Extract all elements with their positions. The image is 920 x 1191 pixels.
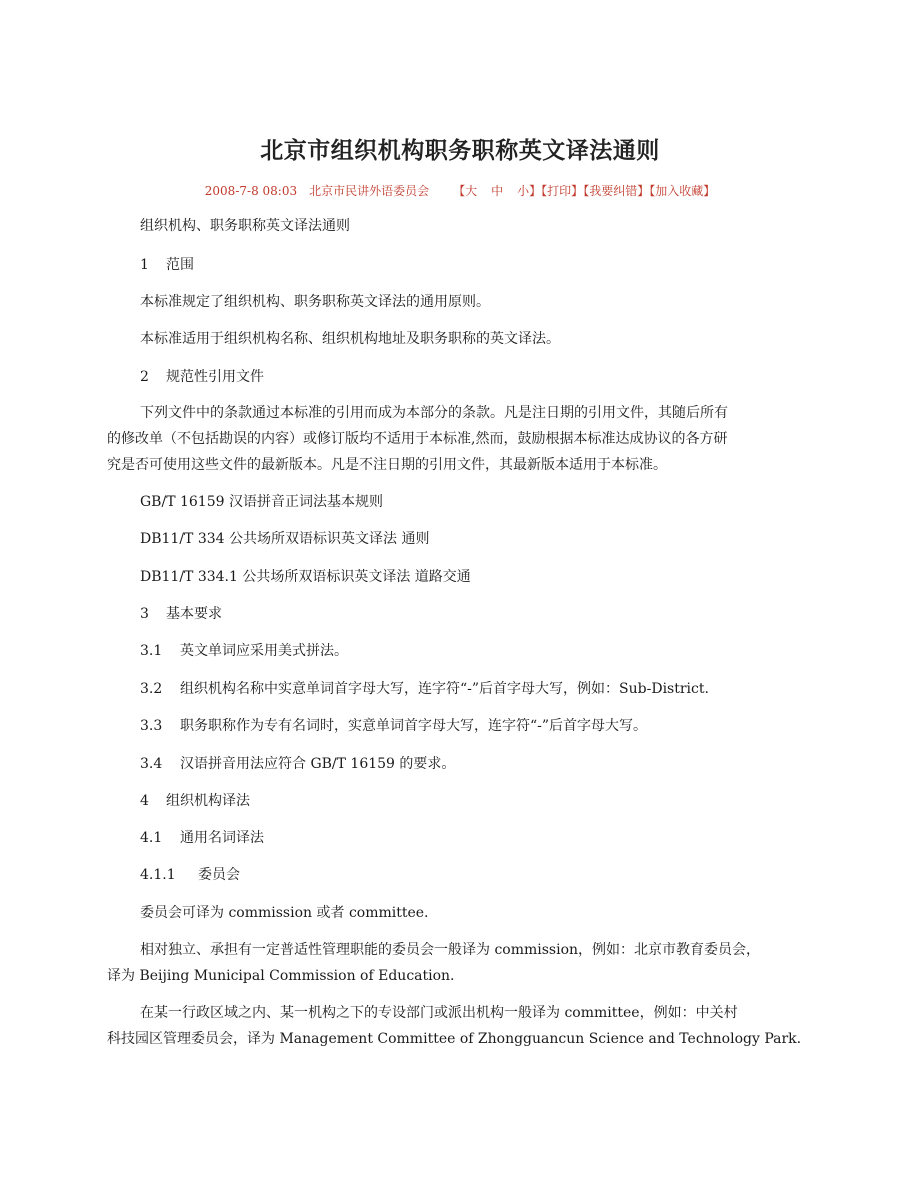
- section-title: 基本要求: [166, 606, 222, 622]
- item-number: 3.4: [140, 756, 163, 772]
- section-title: 通用名词译法: [180, 830, 264, 846]
- item-text: 汉语拼音用法应符合 GB/T 16159 的要求。: [180, 756, 456, 772]
- font-size-large-link[interactable]: 【大: [453, 184, 478, 198]
- font-size-small-link[interactable]: 小】: [517, 184, 542, 198]
- report-error-link[interactable]: 【我要纠错】: [583, 184, 650, 198]
- section-number: 4.1: [140, 830, 163, 846]
- item-text: 英文单词应采用美式拼法。: [180, 643, 348, 659]
- paragraph-line: 的修改单（不包括勘误的内容）或修订版均不适用于本标准,然而，鼓励根据本标准达成协议的各方研: [107, 431, 728, 447]
- item-text: 职务职称作为专有名词时，实意单词首字母大写，连字符“-”后首字母大写。: [180, 718, 648, 734]
- section-number: 1: [140, 257, 149, 273]
- section-title: 规范性引用文件: [166, 369, 264, 385]
- requirement-item: [140, 713, 855, 739]
- requirement-item: [140, 676, 855, 702]
- paragraph-line: 科技园区管理委员会，译为 Management Committee of Zhongguancun Science and Technology Park.: [107, 1031, 802, 1047]
- section-number: 4: [140, 793, 149, 809]
- reference-item: GB/T 16159 汉语拼音正词法基本规则: [140, 494, 383, 510]
- section-heading-3: [140, 601, 855, 627]
- paragraph: 委员会可译为 commission 或者 committee.: [140, 905, 429, 921]
- paragraph-line: 在某一行政区域之内、某一机构之下的专设部门或派出机构一般译为 committee，例如：中关村: [140, 1005, 738, 1021]
- section-heading-2: [140, 364, 855, 390]
- reference-item: DB11/T 334 公共场所双语标识英文译法 通则: [140, 531, 430, 547]
- section-heading-4: [140, 788, 855, 814]
- section-title: 范围: [166, 257, 194, 273]
- paragraph: 本标准规定了组织机构、职务职称英文译法的通用原则。: [140, 294, 490, 310]
- paragraph: 组织机构、职务职称英文译法通则: [140, 218, 350, 234]
- publish-date: 2008-7-8 08:03: [204, 184, 298, 198]
- article-meta: [0, 182, 920, 199]
- section-heading-1: [140, 252, 855, 278]
- requirement-item: [140, 751, 855, 777]
- item-number: 3.1: [140, 643, 163, 659]
- item-number: 3.2: [140, 681, 163, 697]
- reference-item: DB11/T 334.1 公共场所双语标识英文译法 道路交通: [140, 569, 471, 585]
- paragraph-line: 究是否可使用这些文件的最新版本。凡是不注日期的引用文件，其最新版本适用于本标准。: [107, 457, 667, 473]
- paragraph: 本标准适用于组织机构名称、组织机构地址及职务职称的英文译法。: [140, 331, 560, 347]
- paragraph-line: 译为 Beijing Municipal Commission of Education.: [107, 968, 455, 984]
- add-favorite-link[interactable]: 【加入收藏】: [649, 184, 716, 198]
- section-number: 2: [140, 369, 149, 385]
- section-number: 4.1.1: [140, 867, 176, 883]
- paragraph-line: 下列文件中的条款通过本标准的引用而成为本部分的条款。凡是注日期的引用文件，其随后所有: [140, 405, 728, 421]
- paragraph-line: 相对独立、承担有一定普适性管理职能的委员会一般译为 commission，例如：北京市教育委员会，: [140, 942, 761, 958]
- page-title: 北京市组织机构职务职称英文译法通则: [260, 138, 660, 164]
- requirement-item: [140, 638, 855, 664]
- subsection-heading: [140, 825, 855, 851]
- subsubsection-heading: [140, 862, 855, 888]
- article-source: 北京市民讲外语委员会: [309, 184, 430, 198]
- font-size-medium-link[interactable]: 中: [491, 184, 504, 198]
- section-title: 组织机构译法: [166, 793, 250, 809]
- item-number: 3.3: [140, 718, 163, 734]
- print-link[interactable]: 【打印】: [541, 184, 584, 198]
- item-text: 组织机构名称中实意单词首字母大写，连字符“-”后首字母大写，例如：Sub-District.: [180, 681, 709, 697]
- section-number: 3: [140, 606, 149, 622]
- section-title: 委员会: [198, 867, 240, 883]
